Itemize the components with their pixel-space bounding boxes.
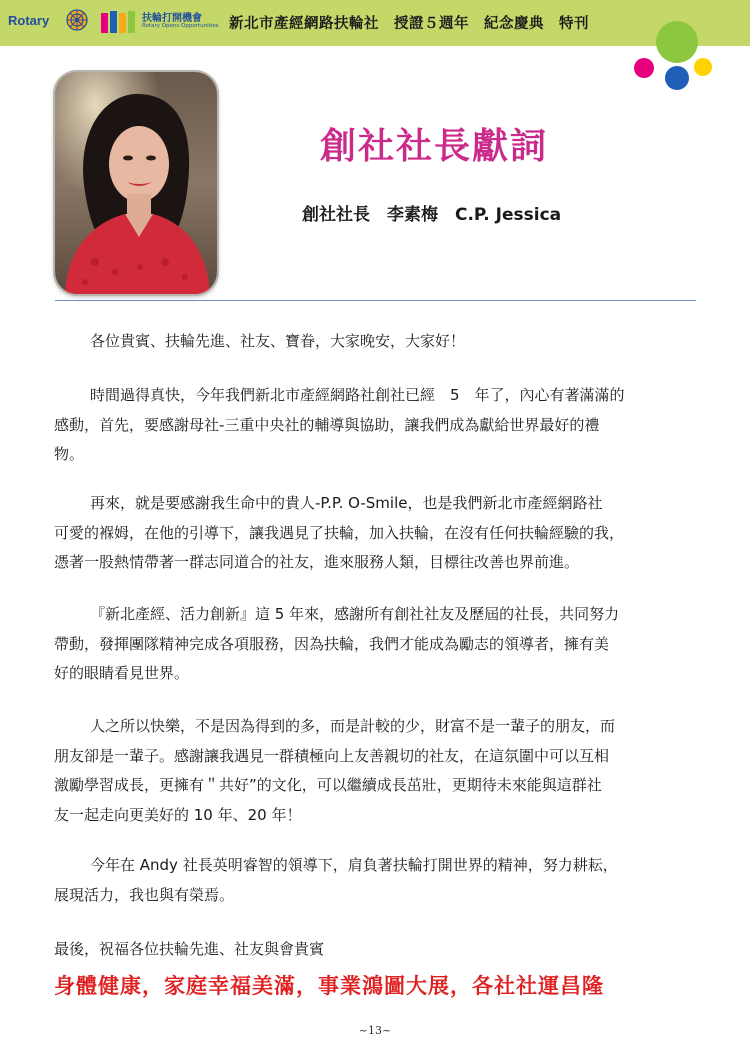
blessing-headline: 身體健康，家庭幸福美滿，事業鴻圖大展，各社社運昌隆 [54,974,604,998]
paragraph-line: 朋友卻是一輩子。感謝讓我遇見一群積極向上友善親切的社友，在這氛圍中可以互相 [54,746,610,765]
paragraph-line: 今年在 Andy 社長英明睿智的領導下，肩負著扶輪打開世界的精神，努力耕耘， [90,856,618,874]
paragraph-line: 展現活力，我也與有榮焉。 [54,885,235,904]
paragraph-line: 時間過得真快，今年我們新北市產經網路社創社已經 5 年了，內心有著滿滿的 [90,386,625,404]
author-byline: 創社社長 李素梅 C.P. Jessica [302,205,562,225]
paragraph-line: 憑著一股熱情帶著一群志同道合的社友，進來服務人類，目標往改善也界前進。 [54,553,580,571]
paragraph-mentor [54,489,699,578]
page-title: 創社社長獻詞 [320,126,549,167]
yellow-circle [694,58,712,76]
blue-circle [665,66,689,90]
header-title: 新北市產經網路扶輪社 授證５週年 紀念慶典 特刊 [229,16,589,32]
decorative-circles [630,20,730,95]
paragraph-line: 再來，就是要感謝我生命中的貴人-P.P. O-Smile，也是我們新北市產經網路社 [90,494,603,512]
president-portrait-photo [55,72,217,294]
paragraph-line: 激勵學習成長，更擁有＂共好”的文化，可以繼續成長茁壯，更期待未來能與這群社 [54,776,602,794]
paragraph-current-president [54,851,699,910]
rop-subtitle: Rotary Opens Opportunities [142,23,219,29]
paragraph-anniversary [54,381,699,470]
paragraph-line: 可愛的褓姆，在他的引導下，讓我遇見了扶輪，加入扶輪，在沒有任何扶輪經驗的我， [54,523,625,542]
paragraph-line: 物。 [54,445,85,463]
paragraph-line: 各位貴賓、扶輪先進、社友、寶眷，大家晚安，大家好！ [90,332,466,350]
paragraph-greeting [54,327,699,357]
green-circle [656,21,698,63]
divider-line [55,300,696,301]
rotary-logo-text: Rotary [8,13,50,28]
closing-line: 最後，祝福各位扶輪先進、社友與會貴賓 [54,940,325,958]
paragraph-line: 『新北產經、活力創新』這 5 年來，感謝所有創社社友及歷屆的社長，共同努力 [90,605,620,623]
paragraph-line: 好的眼睛看見世界。 [54,664,190,682]
magenta-circle [634,58,654,78]
paragraph-motto [54,600,699,689]
paragraph-line: 友一起走向更美好的 10 年、20 年！ [54,805,302,824]
rop-name: 扶輪打開機會 [142,13,202,24]
page-number: ~13~ [358,1024,392,1037]
rotary-wheel-icon [66,9,88,31]
paragraph-line: 帶動，發揮團隊精神完成各項服務，因為扶輪，我們才能成為勵志的領導者，擁有美 [54,634,610,653]
rotary-opens-opportunities-logo [100,9,140,35]
paragraph-line: 感動，首先，要感謝母社-三重中央社的輔導與協助，讓我們成為獻給世界最好的禮 [54,415,600,434]
paragraph-happiness [54,712,699,830]
paragraph-line: 人之所以快樂，不是因為得到的多，而是計較的少，財富不是一輩子的朋友，而 [90,717,616,735]
